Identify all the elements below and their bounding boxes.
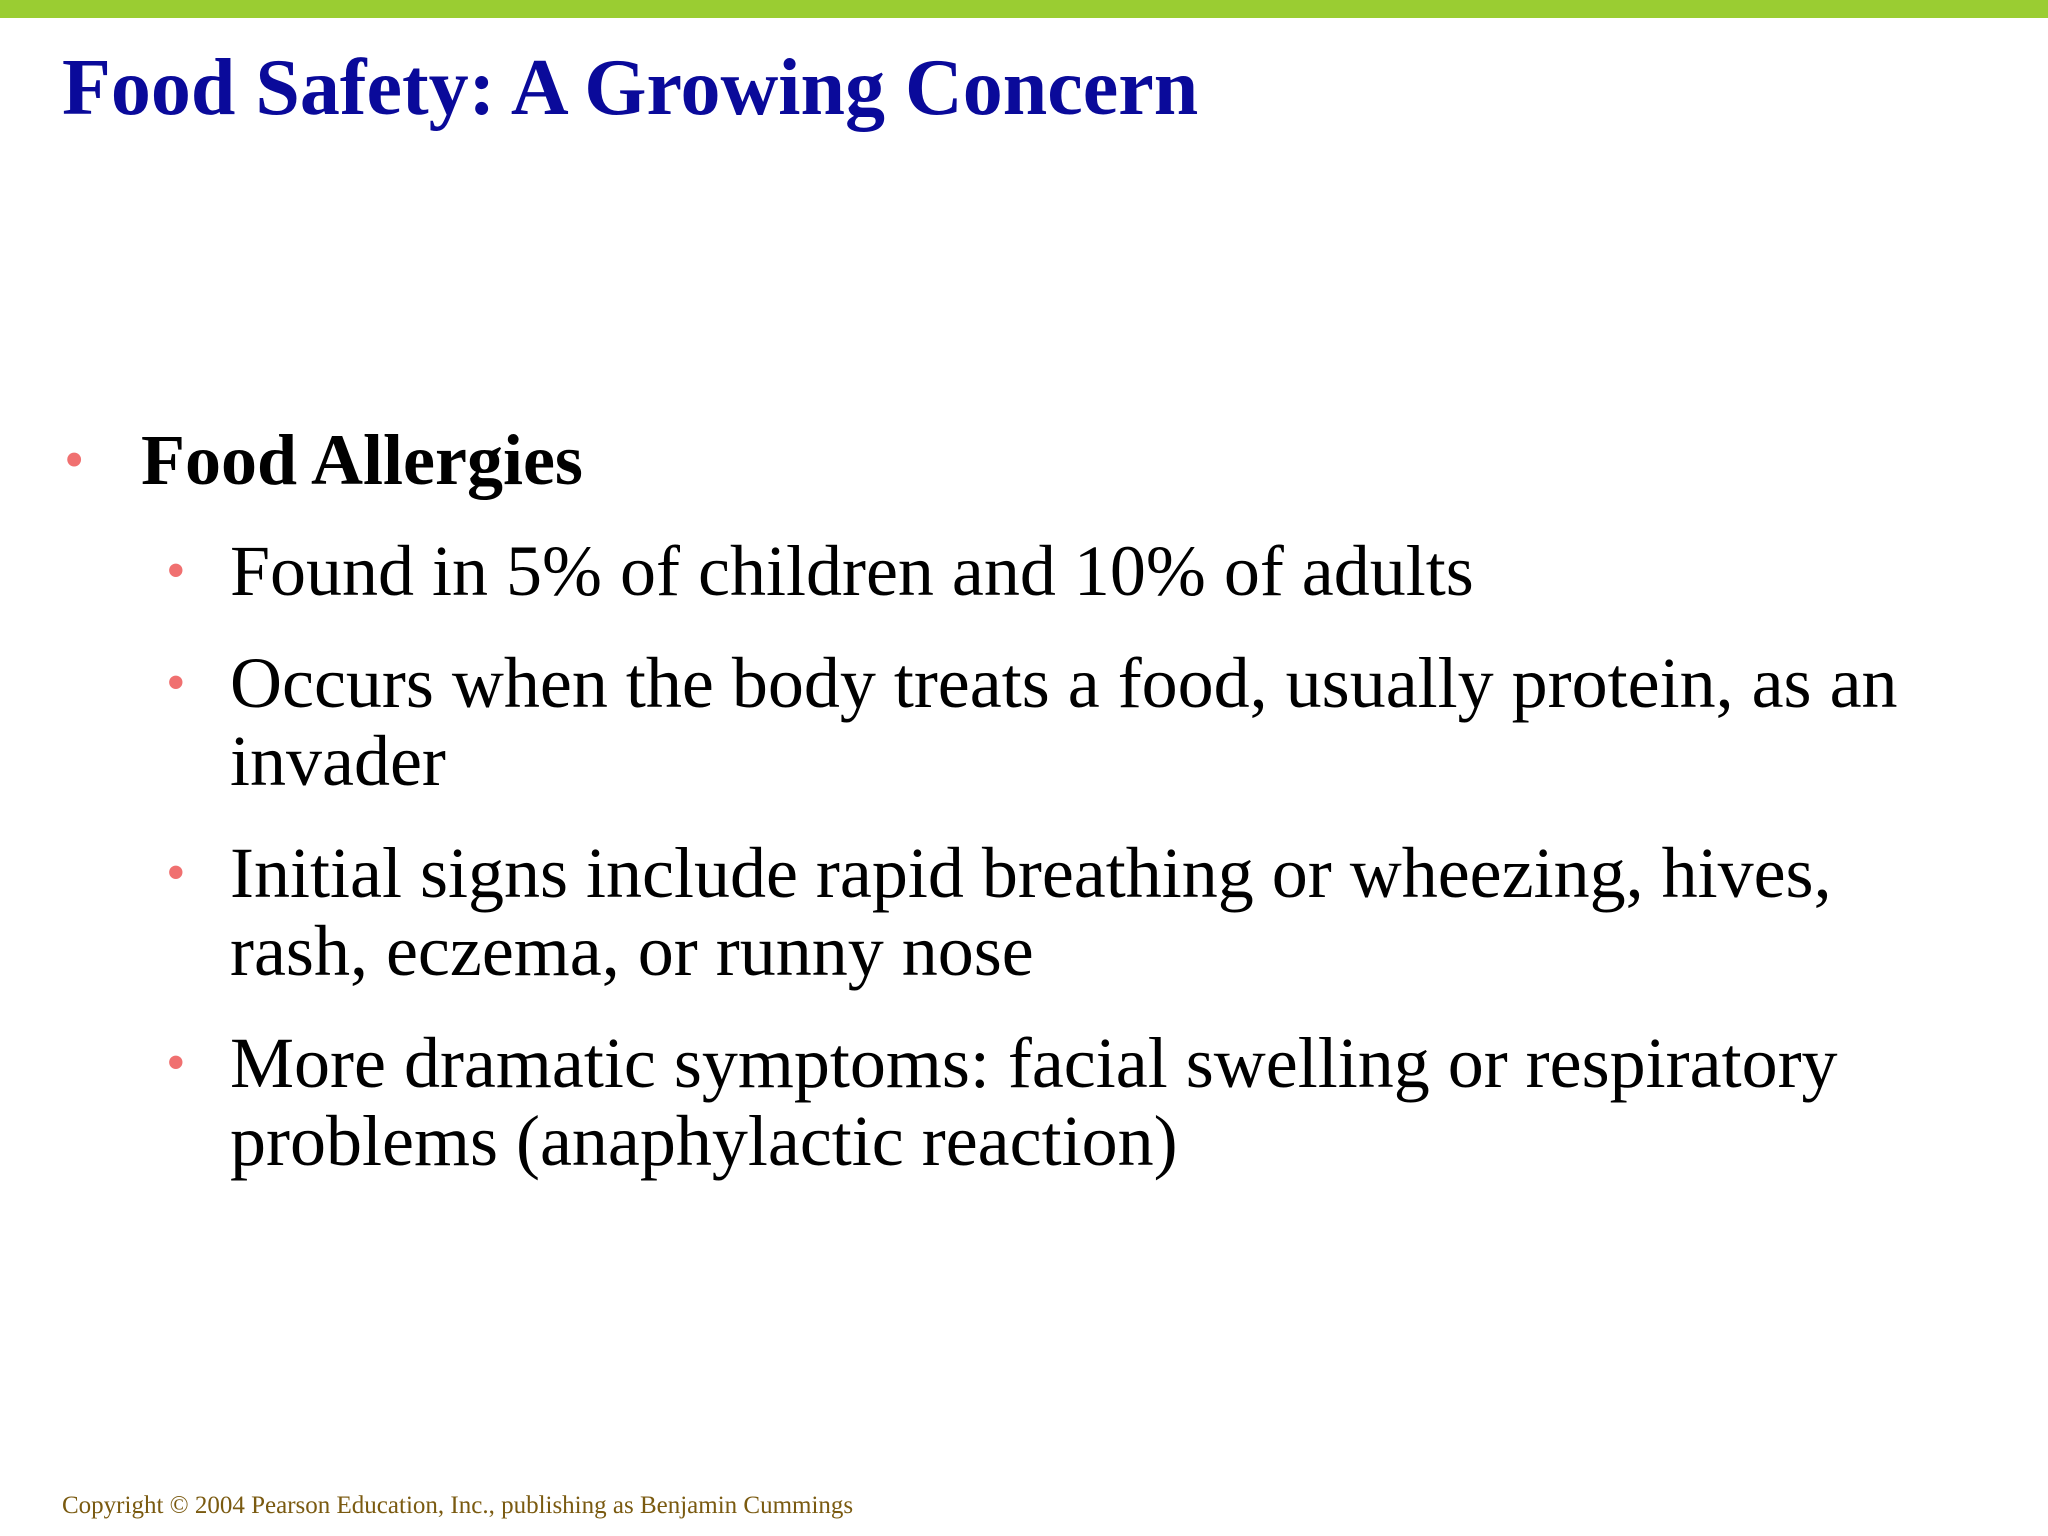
main-bullet [0, 418, 2048, 502]
top-accent-bar [0, 0, 2048, 18]
sub-bullet-item [0, 532, 1970, 610]
sub-bullet-text: More dramatic symptoms: facial swelling or respiratory problems (anaphylactic reaction) [230, 1023, 1838, 1181]
sub-bullet-text: Found in 5% of children and 10% of adults [230, 531, 1474, 611]
bullet-dot-icon: • [166, 652, 186, 714]
sub-bullet-list [0, 532, 2048, 1180]
sub-bullet-item [0, 644, 1970, 800]
sub-bullet-item [0, 834, 1970, 990]
sub-bullet-item [0, 1024, 1970, 1180]
sub-bullet-text: Occurs when the body treats a food, usually protein, as an invader [230, 643, 1898, 801]
bullet-dot-icon: • [166, 1032, 186, 1094]
bullet-dot-icon: • [166, 842, 186, 904]
slide-content [0, 418, 2048, 1180]
sub-bullet-text: Initial signs include rapid breathing or wheezing, hives, rash, eczema, or runny nose [230, 833, 1832, 991]
bullet-dot-icon: • [166, 540, 186, 602]
copyright-footer: Copyright © 2004 Pearson Education, Inc., publishing as Benjamin Cummings [62, 1492, 854, 1519]
bullet-dot-icon: • [64, 427, 85, 492]
main-bullet-text: Food Allergies [141, 420, 583, 500]
slide-title: Food Safety: A Growing Concern [62, 44, 1199, 132]
